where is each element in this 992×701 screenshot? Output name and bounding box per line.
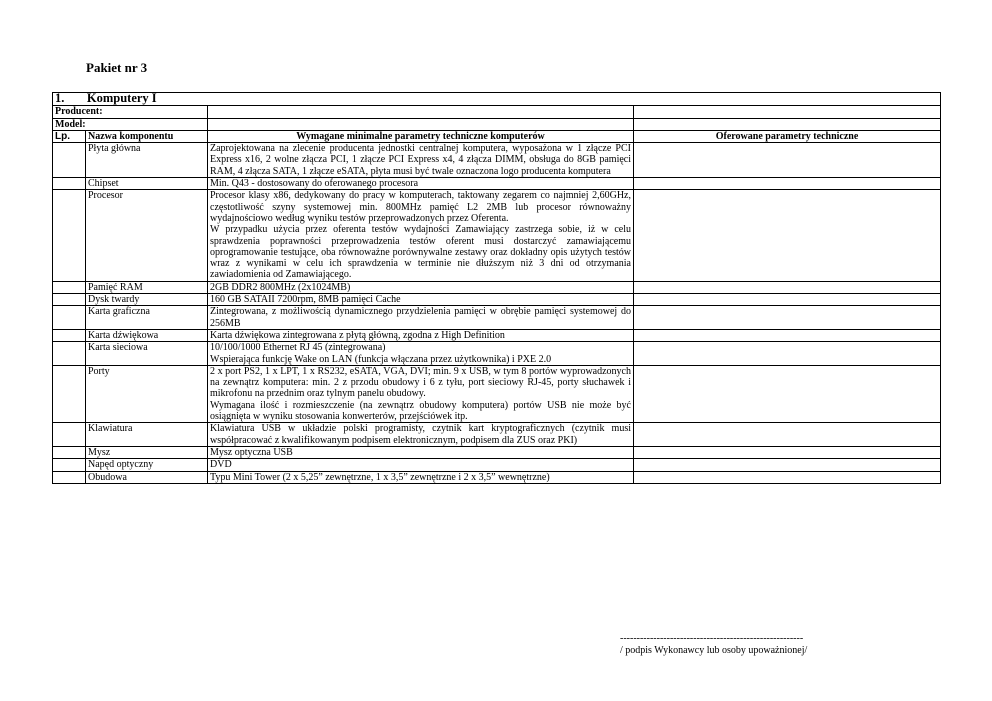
required-paragraph: W przypadku użycia przez oferenta testów wydajności Zamawiający zastrzega sobie, iż w celu sprawdzenia poprawności przeprowadzenia testów oferent musi dostarczyć zamawiającemu oprogramowanie testujące, oba równoważne porównywalne zestawy oraz dokładny opis użytych testów wraz z wynikami w celu ich sprawdzenia w terminie nie dłuższym niż 3 dni od otrzymania zawiadomienia od Zamawiającego. [210, 224, 631, 281]
offered-parameters [634, 143, 941, 178]
component-name: Chipset [86, 178, 208, 190]
producer-offered [634, 106, 941, 118]
offered-parameters [634, 306, 941, 330]
offered-parameters [634, 365, 941, 422]
required-parameters [208, 178, 634, 190]
row-lp [53, 178, 86, 190]
offered-parameters [634, 281, 941, 293]
offered-parameters [634, 423, 941, 447]
row-lp [53, 294, 86, 306]
required-paragraph: Zintegrowana, z możliwością dynamicznego przydzielenia pamięci w obrębie pamięci systemowej do 256MB [210, 306, 631, 329]
component-name: Płyta główna [86, 143, 208, 178]
row-lp [53, 365, 86, 422]
producer-value [208, 106, 634, 118]
required-paragraph: Min. Q43 - dostosowany do oferowanego procesora [210, 178, 419, 190]
required-paragraph: 10/100/1000 Ethernet RJ 45 (zintegrowana) [210, 342, 386, 354]
required-parameters [208, 281, 634, 293]
table-row [53, 294, 941, 306]
required-paragraph: DVD [210, 459, 232, 471]
signature-caption: / podpis Wykonawcy lub osoby upoważnionej/ [620, 645, 808, 656]
offered-parameters [634, 190, 941, 281]
model-row [53, 118, 941, 130]
row-lp [53, 342, 86, 366]
table-row [53, 281, 941, 293]
required-parameters [208, 143, 634, 178]
row-lp [53, 190, 86, 281]
offered-parameters [634, 342, 941, 366]
signature-line: ------------------------------------------------------- [620, 633, 804, 644]
producer-label: Producent: [53, 106, 208, 118]
component-name: Karta graficzna [86, 306, 208, 330]
required-paragraph: Wymagana ilość i rozmieszczenie (na zewnątrz obudowy komputera) portów USB nie może być osiągnięta w wyniku stosowania konwerterów, przejściówek itp. [210, 399, 631, 423]
required-parameters [208, 471, 634, 483]
table-row [53, 178, 941, 190]
offered-parameters [634, 471, 941, 483]
required-paragraph: Mysz optyczna USB [210, 446, 293, 458]
required-paragraph: Procesor klasy x86, dedykowany do pracy w komputerach, taktowany zegarem co najmniej 2,60GHz, częstotliwość szyny systemowej min. 800MHz pamięć L2 2MB lub procesor równoważny wydajnościowo według wyniku testów przeprowadzonych przez Oferenta. [210, 190, 631, 224]
table-row [53, 459, 941, 471]
required-paragraph: Zaprojektowana na zlecenie producenta jednostki centralnej komputera, wyposażona w 1 złącze PCI Express x16, 2 wolne złącza PCI, 1 złącze PCI Express x4, 4 złącza DIMM, obsługa do 8GB pamięci RAM, 4 złącza SATA, 1 złącze eSATA, płyta musi być twale oznaczona logo producenta komputera [210, 143, 631, 177]
page-title: Pakiet nr 3 [86, 60, 148, 75]
required-parameters [208, 365, 634, 422]
table-row [53, 190, 941, 281]
column-header-row [53, 130, 941, 142]
table-row [53, 306, 941, 330]
required-parameters [208, 423, 634, 447]
table-row [53, 423, 941, 447]
spec-rows [53, 143, 941, 484]
producer-row [53, 106, 941, 118]
section-header [53, 93, 941, 106]
row-lp [53, 459, 86, 471]
section-header-row [53, 93, 941, 106]
row-lp [53, 306, 86, 330]
section-number: 1. [55, 91, 65, 105]
required-parameters [208, 294, 634, 306]
required-paragraph: 160 GB SATAII 7200rpm, 8MB pamięci Cache [210, 294, 401, 306]
row-lp [53, 281, 86, 293]
table-row [53, 365, 941, 422]
col-header-component: Nazwa komponentu [86, 130, 208, 142]
required-parameters [208, 329, 634, 341]
table-row [53, 446, 941, 458]
offered-parameters [634, 459, 941, 471]
row-lp [53, 329, 86, 341]
table-row [53, 329, 941, 341]
required-parameters [208, 190, 634, 281]
table-row [53, 342, 941, 366]
required-paragraph: 2GB DDR2 800MHz (2x1024MB) [210, 281, 351, 293]
component-name: Obudowa [86, 471, 208, 483]
model-value [208, 118, 634, 130]
row-lp [53, 471, 86, 483]
required-paragraph: Klawiatura USB w układzie polski programisty, czytnik kart kryptograficznych (czytnik musi współpracować z kwalifikowanym podpisem elektronicznym, podpisem dla ZUS oraz PKI) [210, 423, 631, 446]
row-lp [53, 143, 86, 178]
offered-parameters [634, 294, 941, 306]
col-header-lp: Lp. [53, 130, 86, 142]
col-header-required: Wymagane minimalne parametry techniczne komputerów [208, 130, 634, 142]
component-name: Pamięć RAM [86, 281, 208, 293]
offered-parameters [634, 178, 941, 190]
model-label: Model: [53, 118, 208, 130]
offered-parameters [634, 329, 941, 341]
component-name: Klawiatura [86, 423, 208, 447]
spec-table [52, 92, 941, 484]
required-paragraph: Typu Mini Tower (2 x 5,25” zewnętrzne, 1 x 3,5” zewnętrzne i 2 x 3,5” wewnętrzne) [210, 471, 550, 483]
offered-parameters [634, 446, 941, 458]
component-name: Porty [86, 365, 208, 422]
component-name: Procesor [86, 190, 208, 281]
component-name: Napęd optyczny [86, 459, 208, 471]
required-parameters [208, 459, 634, 471]
component-name: Dysk twardy [86, 294, 208, 306]
required-parameters [208, 306, 634, 330]
required-paragraph: Wspierająca funkcję Wake on LAN (funkcja włączana przez użytkownika) i PXE 2.0 [210, 353, 552, 365]
table-row [53, 471, 941, 483]
col-header-offered: Oferowane parametry techniczne [634, 130, 941, 142]
required-parameters [208, 446, 634, 458]
model-offered [634, 118, 941, 130]
required-parameters [208, 342, 634, 366]
component-name: Karta dźwiękowa [86, 329, 208, 341]
row-lp [53, 423, 86, 447]
table-row [53, 143, 941, 178]
component-name: Karta sieciowa [86, 342, 208, 366]
required-paragraph: 2 x port PS2, 1 x LPT, 1 x RS232, eSATA, VGA, DVI; min. 9 x USB, w tym 8 portów wyprowadzonych na zewnątrz komputera: min. 2 z przodu obudowy i 6 z tyłu, port sieciowy RJ-45, porty słuchawek i mikrofonu na przednim oraz tylnym panelu obudowy. [210, 365, 631, 400]
required-paragraph: Karta dźwiękowa zintegrowana z płytą główną, zgodna z High Definition [210, 329, 505, 341]
signature-block [620, 633, 807, 657]
row-lp [53, 446, 86, 458]
component-name: Mysz [86, 446, 208, 458]
section-title: Komputery I [86, 91, 157, 105]
